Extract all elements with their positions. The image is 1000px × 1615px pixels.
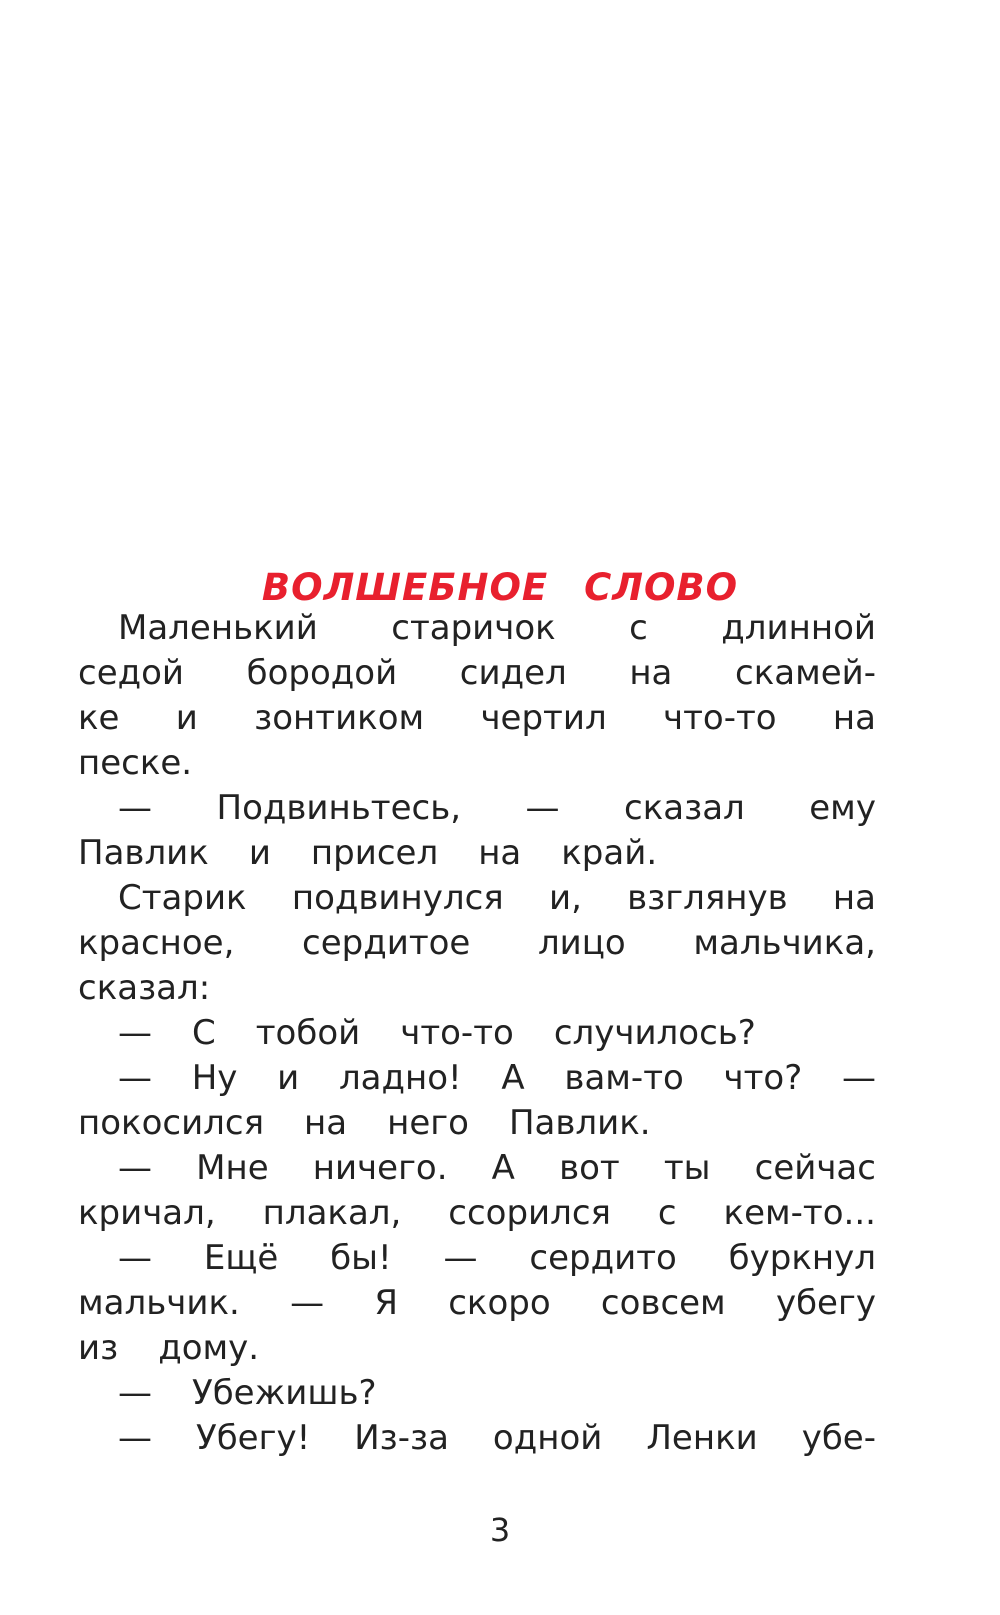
text-line: [78, 1416, 876, 1461]
word: на: [304, 1103, 348, 1143]
word: зонтиком: [254, 698, 425, 738]
word: Мне: [196, 1148, 269, 1188]
word: сердито: [529, 1238, 677, 1278]
word: край.: [561, 833, 658, 873]
word: старичок: [391, 608, 556, 648]
word: одной: [492, 1418, 603, 1458]
word: —: [118, 1373, 152, 1413]
text-line: [78, 921, 876, 966]
text-line: [78, 1236, 876, 1281]
word: Павлик.: [508, 1103, 651, 1143]
word: присел: [310, 833, 439, 873]
word: —: [290, 1283, 325, 1323]
word: тобой: [255, 1013, 361, 1053]
word: Павлик: [78, 833, 209, 873]
word: бородой: [246, 653, 398, 693]
word: Подвиньтесь,: [216, 788, 462, 828]
word: С: [192, 1013, 216, 1053]
word: ты: [663, 1148, 711, 1188]
word: с: [629, 608, 648, 648]
word: буркнул: [728, 1238, 876, 1278]
word: и: [175, 698, 198, 738]
word: —: [118, 1148, 152, 1188]
word: кричал,: [78, 1193, 216, 1233]
word: —: [842, 1058, 876, 1098]
word: из: [78, 1328, 119, 1368]
text-line: [78, 606, 876, 651]
word: Убегу!: [196, 1418, 311, 1458]
word: покосился: [78, 1103, 265, 1143]
text-line: [78, 1011, 876, 1056]
word: случилось?: [553, 1013, 756, 1053]
word: сказал: [624, 788, 745, 828]
word: мальчика,: [693, 923, 876, 963]
word: скоро: [448, 1283, 551, 1323]
text-line: [78, 1281, 876, 1326]
text-line: [78, 1056, 876, 1101]
word: что?: [723, 1058, 803, 1098]
word: бы!: [330, 1238, 392, 1278]
word: ке: [78, 698, 120, 738]
word: —: [118, 1238, 152, 1278]
word: —: [118, 1058, 152, 1098]
word: седой: [78, 653, 185, 693]
text-line: [78, 966, 876, 1011]
word: ему: [809, 788, 876, 828]
word: —: [443, 1238, 478, 1278]
word: что-то: [663, 698, 777, 738]
word: и,: [548, 878, 582, 918]
text-line: [78, 876, 876, 921]
word: Убежишь?: [192, 1373, 377, 1413]
text-line: [78, 1191, 876, 1236]
text-line: [78, 831, 876, 876]
word: ссорился: [448, 1193, 611, 1233]
word: вам-то: [564, 1058, 684, 1098]
word: Из-за: [354, 1418, 449, 1458]
word: —: [118, 788, 152, 828]
text-line: [78, 1101, 876, 1146]
word: песке.: [78, 743, 193, 783]
word: на: [478, 833, 522, 873]
word: Я: [374, 1283, 398, 1323]
word: на: [832, 698, 876, 738]
word: Старик: [118, 878, 247, 918]
word: кем-то...: [723, 1193, 876, 1233]
word: дому.: [158, 1328, 260, 1368]
word: сказал:: [78, 968, 211, 1008]
word: длинной: [721, 608, 876, 648]
word: что-то: [400, 1013, 514, 1053]
word: ладно!: [338, 1058, 462, 1098]
text-line: [78, 1326, 876, 1371]
word: и: [248, 833, 271, 873]
text-line: [78, 696, 876, 741]
word: ничего.: [312, 1148, 448, 1188]
word: сердитое: [302, 923, 471, 963]
word: —: [525, 788, 560, 828]
page-number: 3: [489, 1511, 511, 1549]
word: него: [387, 1103, 469, 1143]
text-line: [78, 1371, 876, 1416]
word: —: [118, 1418, 152, 1458]
word: вот: [559, 1148, 620, 1188]
word: Ну: [191, 1058, 238, 1098]
word: А: [501, 1058, 525, 1098]
word: и: [277, 1058, 300, 1098]
story-title: ВОЛШЕБНОЕ СЛОВО: [261, 566, 739, 609]
word: чертил: [480, 698, 607, 738]
word: А: [491, 1148, 515, 1188]
word: убегу: [775, 1283, 876, 1323]
word: с: [657, 1193, 677, 1233]
text-line: [78, 651, 876, 696]
word: мальчик.: [78, 1283, 240, 1323]
word: на: [629, 653, 673, 693]
word: сейчас: [754, 1148, 876, 1188]
text-line: [78, 1146, 876, 1191]
word: скамей-: [735, 653, 876, 693]
word: —: [118, 1013, 152, 1053]
text-line: [78, 786, 876, 831]
word: совсем: [600, 1283, 726, 1323]
word: на: [832, 878, 876, 918]
word: Маленький: [118, 608, 318, 648]
word: сидел: [459, 653, 567, 693]
word: подвинулся: [291, 878, 504, 918]
word: Ещё: [203, 1238, 279, 1278]
word: плакал,: [262, 1193, 402, 1233]
story-text: [78, 606, 876, 1461]
text-line: [78, 741, 876, 786]
word: убе-: [801, 1418, 876, 1458]
word: Ленки: [646, 1418, 758, 1458]
word: красное,: [78, 923, 235, 963]
word: взглянув: [627, 878, 788, 918]
word: лицо: [537, 923, 626, 963]
